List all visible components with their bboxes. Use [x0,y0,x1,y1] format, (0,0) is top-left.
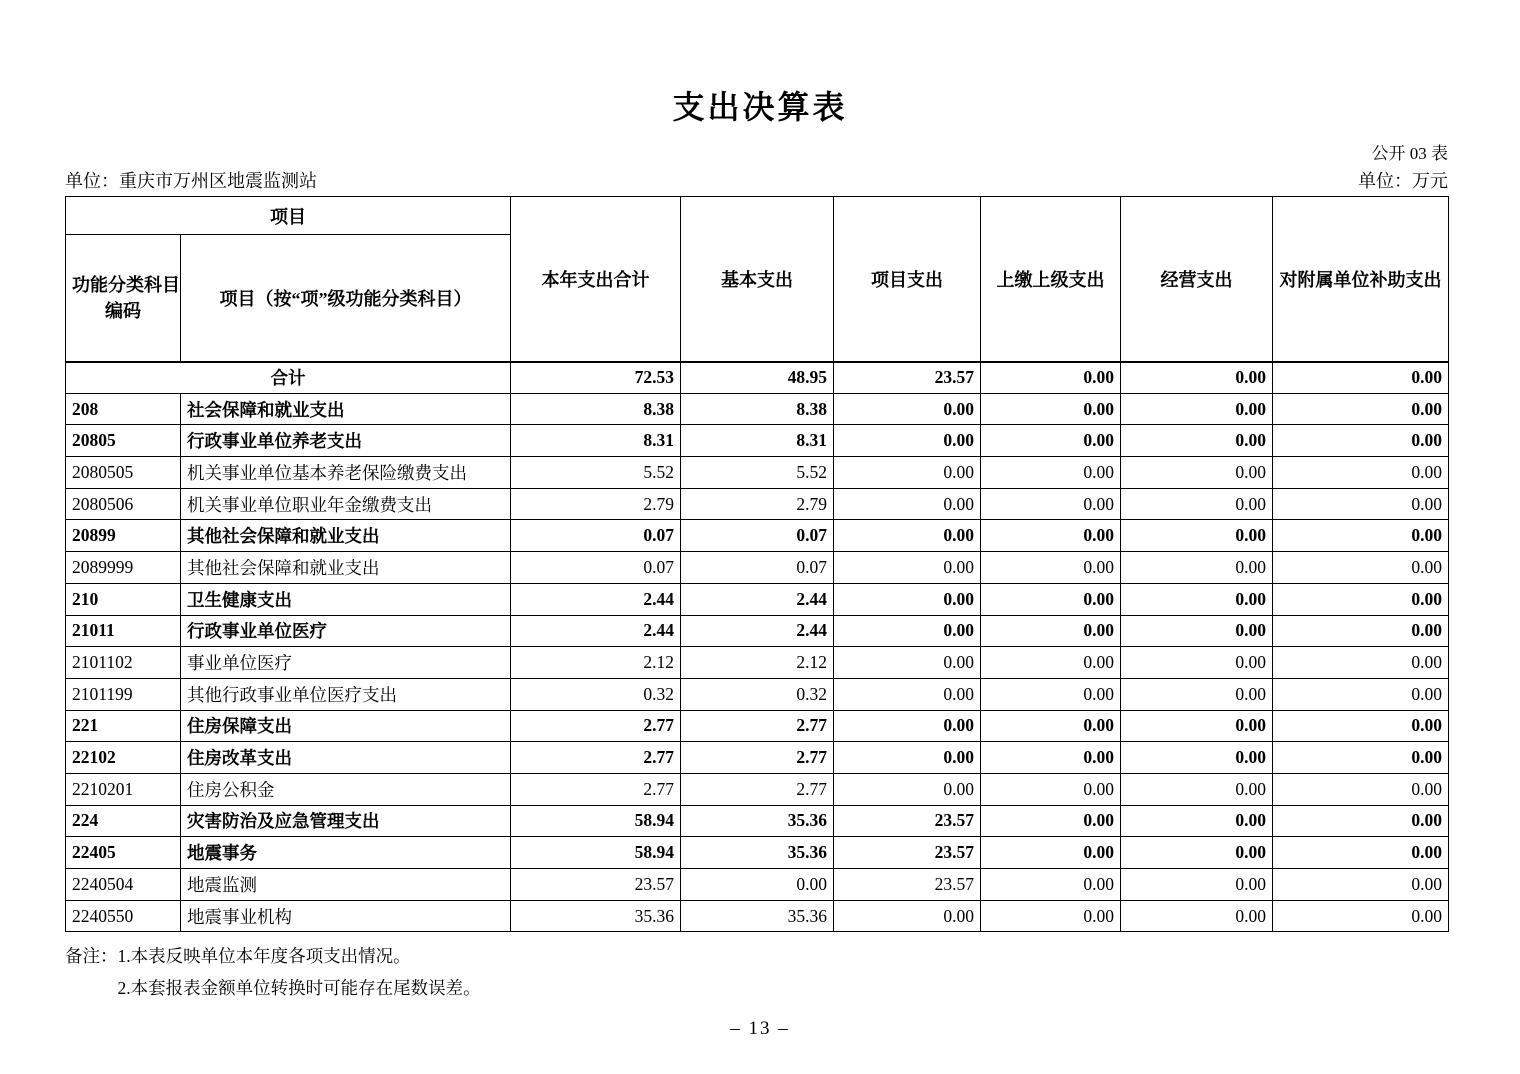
row-value: 0.00 [1121,710,1273,742]
row-item: 机关事业单位职业年金缴费支出 [181,488,511,520]
row-value: 0.00 [834,583,981,615]
row-value: 0.00 [834,900,981,932]
table-row [66,393,1449,425]
row-value: 2.77 [511,773,681,805]
row-value: 0.00 [981,900,1121,932]
row-value: 0.00 [1121,805,1273,837]
row-code: 2101102 [66,647,181,679]
row-value: 0.00 [981,710,1121,742]
row-value: 0.00 [1273,773,1449,805]
row-value: 23.57 [834,805,981,837]
row-value: 0.00 [681,869,834,901]
row-code: 221 [66,710,181,742]
table-row [66,457,1449,489]
row-code: 210 [66,583,181,615]
row-value: 2.12 [681,647,834,679]
header-col-operating: 经营支出 [1121,197,1273,362]
table-row [66,678,1449,710]
row-value: 0.00 [1121,552,1273,584]
row-value: 0.00 [981,425,1121,457]
row-value: 0.00 [1273,393,1449,425]
row-value: 0.00 [1121,393,1273,425]
row-code: 2080505 [66,457,181,489]
row-value: 0.00 [1121,362,1273,394]
row-item: 机关事业单位基本养老保险缴费支出 [181,457,511,489]
table-row [66,869,1449,901]
table-row [66,425,1449,457]
row-code: 22405 [66,837,181,869]
page-title: 支出决算表 [672,89,848,125]
row-value: 0.32 [681,678,834,710]
row-value: 5.52 [681,457,834,489]
row-value: 0.00 [1273,615,1449,647]
row-value: 0.00 [1121,583,1273,615]
currency-unit-label: 单位：万元 [1358,171,1448,191]
row-value: 0.00 [834,425,981,457]
row-item: 事业单位医疗 [181,647,511,679]
row-value: 0.00 [981,362,1121,394]
row-code: 2210201 [66,773,181,805]
row-value: 0.00 [1121,520,1273,552]
row-value: 0.07 [681,520,834,552]
row-value: 0.00 [1121,837,1273,869]
row-value: 0.00 [1273,678,1449,710]
header-col-year-total: 本年支出合计 [511,197,681,362]
row-value: 23.57 [834,362,981,394]
table-row [66,488,1449,520]
meta-row [65,168,1448,194]
row-value: 8.38 [681,393,834,425]
row-code: 2240504 [66,869,181,901]
page-number: – 13 – [730,1018,790,1040]
row-value: 0.07 [511,520,681,552]
table-row [66,805,1449,837]
row-item: 地震监测 [181,869,511,901]
row-value: 0.00 [981,742,1121,774]
row-value: 0.00 [1273,710,1449,742]
row-item: 社会保障和就业支出 [181,393,511,425]
row-value: 23.57 [834,869,981,901]
row-value: 0.00 [1121,742,1273,774]
row-value: 0.00 [1121,647,1273,679]
row-value: 0.00 [981,552,1121,584]
note-line-1: 1.本表反映单位本年度各项支出情况。 [117,946,411,967]
row-value: 0.00 [834,678,981,710]
row-value: 23.57 [834,837,981,869]
row-value: 2.44 [511,615,681,647]
row-value: 0.00 [981,773,1121,805]
row-value: 0.00 [981,869,1121,901]
expenditure-table [65,196,1449,932]
row-value: 2.77 [681,710,834,742]
table-row [66,900,1449,932]
notes-lines [118,940,481,1004]
row-value: 0.00 [1273,552,1449,584]
row-value: 0.00 [1121,457,1273,489]
row-value: 2.44 [681,615,834,647]
row-value: 0.00 [1121,615,1273,647]
row-value: 0.07 [681,552,834,584]
row-value: 0.00 [981,488,1121,520]
row-value: 0.00 [1121,773,1273,805]
row-value: 23.57 [511,869,681,901]
row-value: 0.00 [834,710,981,742]
row-value: 58.94 [511,805,681,837]
row-value: 0.00 [981,583,1121,615]
row-value: 8.38 [511,393,681,425]
row-value: 0.00 [1121,678,1273,710]
row-value: 0.07 [511,552,681,584]
header-col-basic: 基本支出 [681,197,834,362]
row-value: 0.00 [834,742,981,774]
row-item: 住房保障支出 [181,710,511,742]
table-row [66,710,1449,742]
row-value: 35.36 [511,900,681,932]
row-value: 0.00 [981,805,1121,837]
notes-label: 备注： [65,946,118,967]
row-code: 2080506 [66,488,181,520]
row-value: 0.00 [1273,425,1449,457]
row-value: 0.00 [981,647,1121,679]
row-value: 2.77 [511,710,681,742]
table-row [66,520,1449,552]
row-item: 地震事业机构 [181,900,511,932]
row-value: 0.00 [1273,805,1449,837]
row-value: 0.00 [1273,869,1449,901]
row-value: 0.00 [834,647,981,679]
org-unit-label: 单位：重庆市万州区地震监测站 [65,171,317,191]
table-row [66,615,1449,647]
row-value: 0.00 [834,457,981,489]
row-value: 0.00 [1273,900,1449,932]
table-row [66,552,1449,584]
row-item: 卫生健康支出 [181,583,511,615]
row-code: 21011 [66,615,181,647]
row-item: 灾害防治及应急管理支出 [181,805,511,837]
row-value: 0.00 [1121,488,1273,520]
form-code-label: 公开 03 表 [1371,144,1448,163]
row-code: 224 [66,805,181,837]
row-value: 2.79 [511,488,681,520]
note-line-2: 2.本套报表金额单位转换时可能存在尾数误差。 [117,978,481,999]
row-value: 0.00 [834,552,981,584]
table-row [66,742,1449,774]
row-code: 2089999 [66,552,181,584]
table-body [66,362,1449,932]
row-value: 2.44 [511,583,681,615]
row-value: 0.32 [511,678,681,710]
row-value: 0.00 [1273,488,1449,520]
row-code: 22102 [66,742,181,774]
row-value: 0.00 [834,773,981,805]
row-value: 0.00 [981,393,1121,425]
row-code: 2240550 [66,900,181,932]
table-row [66,362,1449,394]
row-value: 2.12 [511,647,681,679]
table-row [66,837,1449,869]
row-value: 8.31 [681,425,834,457]
row-code: 20899 [66,520,181,552]
row-value: 0.00 [1273,837,1449,869]
row-value: 0.00 [1273,742,1449,774]
row-value: 0.00 [834,488,981,520]
row-value: 35.36 [681,900,834,932]
row-item: 地震事务 [181,837,511,869]
row-item: 其他行政事业单位医疗支出 [181,678,511,710]
header-col-upward: 上缴上级支出 [981,197,1121,362]
row-value: 0.00 [1273,362,1449,394]
header-project-group: 项目 [66,197,511,235]
row-value: 58.94 [511,837,681,869]
row-code: 208 [66,393,181,425]
row-value: 35.36 [681,837,834,869]
row-value: 0.00 [1273,647,1449,679]
row-value: 35.36 [681,805,834,837]
row-value: 72.53 [511,362,681,394]
row-value: 0.00 [981,615,1121,647]
row-code: 20805 [66,425,181,457]
row-value: 2.79 [681,488,834,520]
row-value: 0.00 [981,457,1121,489]
row-value: 0.00 [834,615,981,647]
row-value: 8.31 [511,425,681,457]
row-total-label: 合计 [66,362,511,394]
header-col-code: 功能分类科目 编码 [66,235,181,362]
table-row [66,773,1449,805]
header-col-subsidy: 对附属单位补助支出 [1273,197,1449,362]
row-value: 0.00 [1273,520,1449,552]
notes-section [65,940,1520,1004]
row-value: 0.00 [981,520,1121,552]
table-row [66,583,1449,615]
header-col-item: 项目（按“项”级功能分类科目） [181,235,511,362]
row-item: 行政事业单位医疗 [181,615,511,647]
row-value: 2.44 [681,583,834,615]
header-col-project: 项目支出 [834,197,981,362]
row-value: 2.77 [681,742,834,774]
row-item: 其他社会保障和就业支出 [181,520,511,552]
row-value: 0.00 [1121,900,1273,932]
row-item: 住房公积金 [181,773,511,805]
row-value: 0.00 [1121,425,1273,457]
row-code: 2101199 [66,678,181,710]
row-value: 5.52 [511,457,681,489]
row-item: 住房改革支出 [181,742,511,774]
row-value: 0.00 [1273,583,1449,615]
row-item: 其他社会保障和就业支出 [181,552,511,584]
row-value: 0.00 [1121,869,1273,901]
row-value: 2.77 [681,773,834,805]
row-value: 48.95 [681,362,834,394]
row-value: 0.00 [1273,457,1449,489]
row-value: 0.00 [834,520,981,552]
table-row [66,647,1449,679]
table-header [66,197,1449,362]
row-item: 行政事业单位养老支出 [181,425,511,457]
row-value: 0.00 [981,678,1121,710]
row-value: 0.00 [981,837,1121,869]
row-value: 0.00 [834,393,981,425]
row-value: 2.77 [511,742,681,774]
